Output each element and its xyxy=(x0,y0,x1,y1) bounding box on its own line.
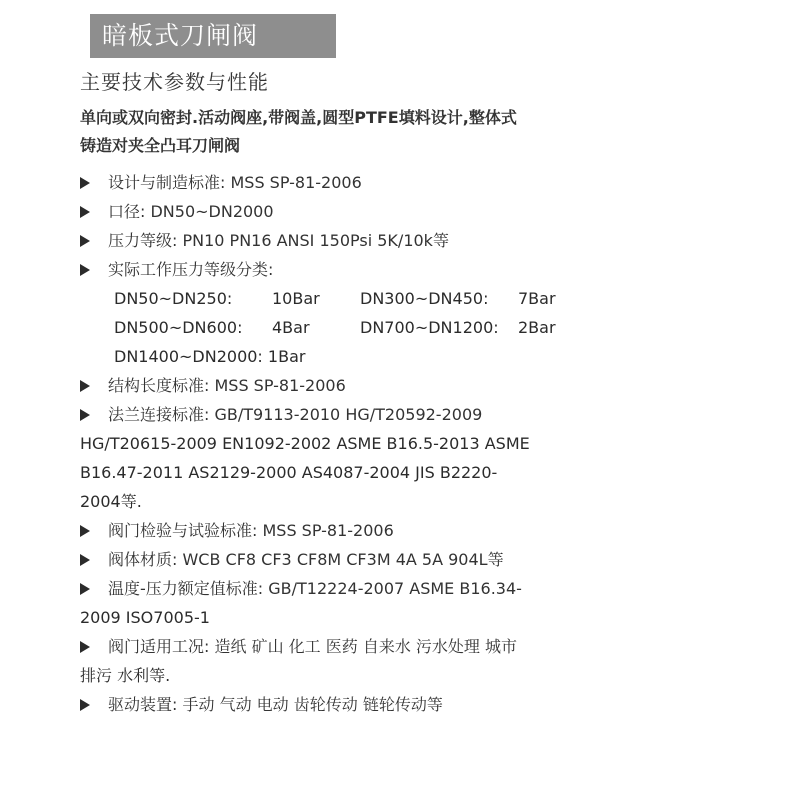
spec-working-pressure: 实际工作压力等级分类: xyxy=(80,255,700,284)
triangle-bullet-icon xyxy=(80,177,90,189)
spec-flange-standard: 法兰连接标准: GB/T9113-2010 HG/T20592-2009 xyxy=(80,400,700,429)
triangle-bullet-icon xyxy=(80,235,90,247)
working-pressure-row: DN1400~DN2000: 1Bar xyxy=(114,347,306,366)
triangle-bullet-icon xyxy=(80,641,90,653)
spec-caliber: 口径: DN50~DN2000 xyxy=(80,197,700,226)
temp-pressure-continued: 2009 ISO7005-1 xyxy=(80,608,210,627)
intro-line: 单向或双向密封.活动阀座,带阀盖,圆型PTFE填料设计,整体式 xyxy=(80,108,517,127)
spec-drive-device: 驱动装置: 手动 气动 电动 齿轮传动 链轮传动等 xyxy=(80,690,700,719)
triangle-bullet-icon xyxy=(80,380,90,392)
flange-standard-continued: 2004等. xyxy=(80,492,142,511)
spec-temp-pressure-rating: 温度-压力额定值标准: GB/T12224-2007 ASME B16.34- xyxy=(80,574,700,603)
triangle-bullet-icon xyxy=(80,699,90,711)
flange-standard-continued: B16.47-2011 AS2129-2000 AS4087-2004 JIS B2220- xyxy=(80,463,498,482)
intro-line: 铸造对夹全凸耳刀闸阀 xyxy=(80,136,241,155)
working-pressure-row: DN500~DN600: 4Bar DN700~DN1200: 2Bar xyxy=(114,318,556,337)
spec-pressure-class: 压力等级: PN10 PN16 ANSI 150Psi 5K/10k等 xyxy=(80,226,700,255)
triangle-bullet-icon xyxy=(80,206,90,218)
spec-length-standard: 结构长度标准: MSS SP-81-2006 xyxy=(80,371,700,400)
page-title: 暗板式刀闸阀 xyxy=(90,14,336,58)
spec-list xyxy=(80,168,700,719)
spec-working-conditions: 阀门适用工况: 造纸 矿山 化工 医药 自来水 污水处理 城市 xyxy=(80,632,700,661)
triangle-bullet-icon xyxy=(80,264,90,276)
working-pressure-row: DN50~DN250: 10Bar DN300~DN450: 7Bar xyxy=(114,289,556,308)
triangle-bullet-icon xyxy=(80,409,90,421)
triangle-bullet-icon xyxy=(80,525,90,537)
working-conditions-continued: 排污 水利等. xyxy=(80,666,171,685)
intro-text xyxy=(80,104,680,160)
spec-design-standard: 设计与制造标准: MSS SP-81-2006 xyxy=(80,168,700,197)
flange-standard-continued: HG/T20615-2009 EN1092-2002 ASME B16.5-2013 ASME xyxy=(80,434,530,453)
triangle-bullet-icon xyxy=(80,554,90,566)
spec-body-material: 阀体材质: WCB CF8 CF3 CF8M CF3M 4A 5A 904L等 xyxy=(80,545,700,574)
triangle-bullet-icon xyxy=(80,583,90,595)
section-heading: 主要技术参数与性能 xyxy=(80,70,269,94)
spec-inspection-standard: 阀门检验与试验标准: MSS SP-81-2006 xyxy=(80,516,700,545)
